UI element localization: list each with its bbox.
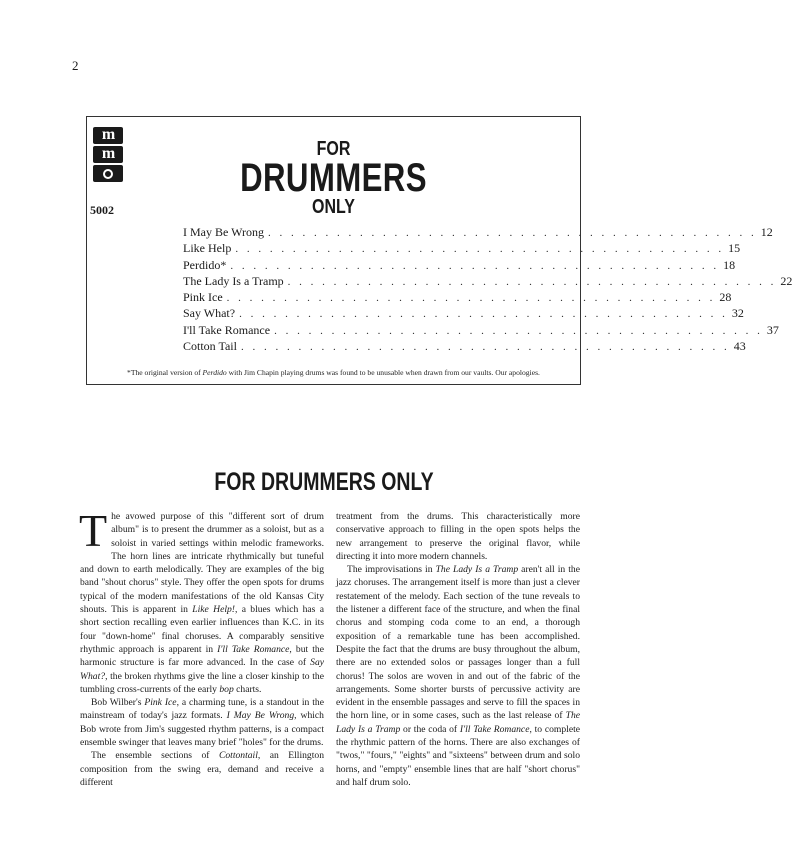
entry-page: 18	[723, 257, 736, 272]
entry-title: I May Be Wrong	[183, 225, 264, 239]
contents-entry[interactable]	[183, 240, 741, 256]
dot-leader: . . . . . . . . . . . . . . . . . . . . . . . . . . . . . . . . . . . . . . . . . . .	[235, 243, 725, 256]
contents-entry[interactable]	[183, 338, 746, 354]
text: , which Bob wrote from Jim's suggested rhythm patterns, is a compact ensemble swinger that leaves many brief "holes" for the drums.	[80, 710, 324, 749]
entry-title: Like Help	[183, 241, 232, 256]
song-title: Say What?	[80, 657, 324, 682]
page-number: 2	[72, 58, 79, 73]
section-heading: FOR DRUMMERS ONLY	[214, 468, 434, 496]
text: Bob Wilber's	[91, 697, 145, 709]
song-title: I'll Take Romance	[217, 643, 290, 655]
dot-leader: . . . . . . . . . . . . . . . . . . . . . . . . . . . . . . . . . . . . . . . . . . .	[240, 341, 730, 354]
text: charts.	[233, 683, 262, 695]
song-title: The Lady Is a Tramp	[435, 564, 519, 576]
entry-page: 37	[766, 322, 779, 337]
contents-entry[interactable]	[183, 289, 732, 305]
text: The improvisations in	[347, 564, 436, 576]
contents-box	[86, 116, 792, 385]
dot-leader: . . . . . . . . . . . . . . . . . . . . . . . . . . . . . . . . . . . . . . . . . . .	[274, 324, 763, 337]
song-title: Pink Ice	[144, 697, 177, 709]
contents-entry[interactable]	[183, 257, 736, 273]
drop-cap: T	[79, 505, 108, 556]
text: , an Ellington composition from the swing era, demand and receive a different	[80, 750, 324, 788]
entry-page: 32	[731, 306, 744, 321]
album-title-line1: FOR	[316, 138, 351, 160]
footnote-text: with Jim Chapin playing drums was found to be unusable when drawn from our vaults. Our apologies.	[226, 368, 540, 377]
text: , a charming tune, is a standout in the mainstream of today's jazz formats.	[80, 697, 324, 722]
text: aren't all in the jazz choruses. The arrangement itself is more than just a clever restatement of the melody. Each section of the tune reveals to the listener a different face of the structure, and when the final chorus and stomping coda come to an end, a thorough exposition of a remarkable tune has been accomplished. Despite the fact that the drums are busy throughout the album, there are no extended solos or passages longer than a full chorus! The solos are woven in and out of the fabric of the arrangements. Some shorter bursts of percussive activity are evident in the ensemble passages and serve to fill the spaces in the horn line, or in some cases, such as the last release of	[336, 564, 580, 722]
text: , but the harmonic structure is far more advanced. In the case of	[80, 643, 324, 669]
paragraph	[80, 696, 324, 749]
entry-title: I'll Take Romance	[183, 322, 271, 337]
entry-title: Say What?	[183, 306, 236, 321]
catalog-number: 5002	[90, 203, 114, 217]
paragraph	[79, 505, 324, 696]
dot-leader: . . . . . . . . . . . . . . . . . . . . . . . . . . . . . . . . . . . . . . . . . . .	[239, 308, 728, 321]
paragraph	[336, 563, 580, 789]
song-title: I'll Take Romance	[459, 723, 530, 735]
song-title: Cottontail	[218, 750, 258, 762]
logo-letter: m	[93, 127, 123, 144]
text: , a blues which has a short section recalling even earlier influences than K.C. in its four "down-home" final choruses. A comparably sensitive rhythmic approach is apparent in	[80, 604, 324, 655]
song-title: Like Help!	[192, 604, 235, 616]
footnote-title: Perdido	[202, 368, 227, 377]
contents-entry[interactable]	[183, 273, 792, 289]
dot-leader: . . . . . . . . . . . . . . . . . . . . . . . . . . . . . . . . . . . . . . . . . . .	[226, 292, 716, 305]
dot-leader: . . . . . . . . . . . . . . . . . . . . . . . . . . . . . . . . . . . . . . . . . . .	[287, 275, 777, 288]
logo-letter: m	[93, 146, 123, 163]
footnote	[87, 368, 580, 377]
dot-leader: . . . . . . . . . . . . . . . . . . . . . . . . . . . . . . . . . . . . . . . . . . .	[230, 259, 720, 272]
article-column-right	[336, 510, 580, 789]
dot-leader: . . . . . . . . . . . . . . . . . . . . . . . . . . . . . . . . . . . . . . . . . . .	[267, 227, 757, 239]
text: or the coda of	[400, 723, 460, 735]
song-title: The Lady Is a Tramp	[336, 710, 580, 735]
paragraph: treatment from the drums. This characteristically more conservative approach to filling in the open spots helps the new arrangement to preserve the original flavor, while directing it into more modern channels.	[336, 511, 580, 562]
text: , to complete the rhythmic pattern of the horns. There are also exchanges of "twos," "fours," "eights" and "sixteens" between drum and solo horns, and "empty" ensemble lines that are half "short chorus" and half drum solo.	[336, 723, 580, 788]
entry-page: 12	[760, 225, 773, 239]
entry-page: 22	[780, 273, 792, 288]
entry-page: 28	[719, 290, 732, 305]
song-title: I May Be Wrong	[226, 710, 295, 722]
text: The ensemble sections of	[91, 750, 219, 762]
contents-entry[interactable]	[183, 224, 773, 240]
text: he avowed purpose of this "different sort of drum album" is to present the drummer as a soloist, but as a soloist in varied settings within melodic frameworks. The horn lines are intricate rhythmically but tuneful and down to earth melodically. They are examples of the big band "shout chorus" style. They offer the open spots for drums typical of the modern manifestations of the old Kansas City shouts. This is apparent in	[80, 511, 324, 616]
album-title	[87, 139, 580, 217]
entry-page: 43	[733, 339, 746, 354]
contents-list	[183, 224, 792, 354]
emphasis: bop	[219, 683, 234, 695]
entry-title: Cotton Tail	[183, 339, 237, 354]
contents-entry[interactable]	[183, 305, 744, 321]
paragraph	[80, 749, 324, 789]
album-title-line3: ONLY	[312, 196, 355, 218]
album-title-line2: DRUMMERS	[240, 156, 427, 200]
entry-title: The Lady Is a Tramp	[183, 273, 284, 288]
text: , the broken rhythms give the line a closer kinship to the tumbling cross-currents of the early	[80, 670, 324, 695]
contents-entry[interactable]	[183, 322, 779, 338]
entry-title: Pink Ice	[183, 290, 223, 305]
article-column-left	[79, 505, 324, 789]
entry-title: Perdido*	[183, 257, 227, 272]
footnote-text: *The original version of	[127, 368, 203, 377]
entry-page: 15	[728, 241, 741, 256]
